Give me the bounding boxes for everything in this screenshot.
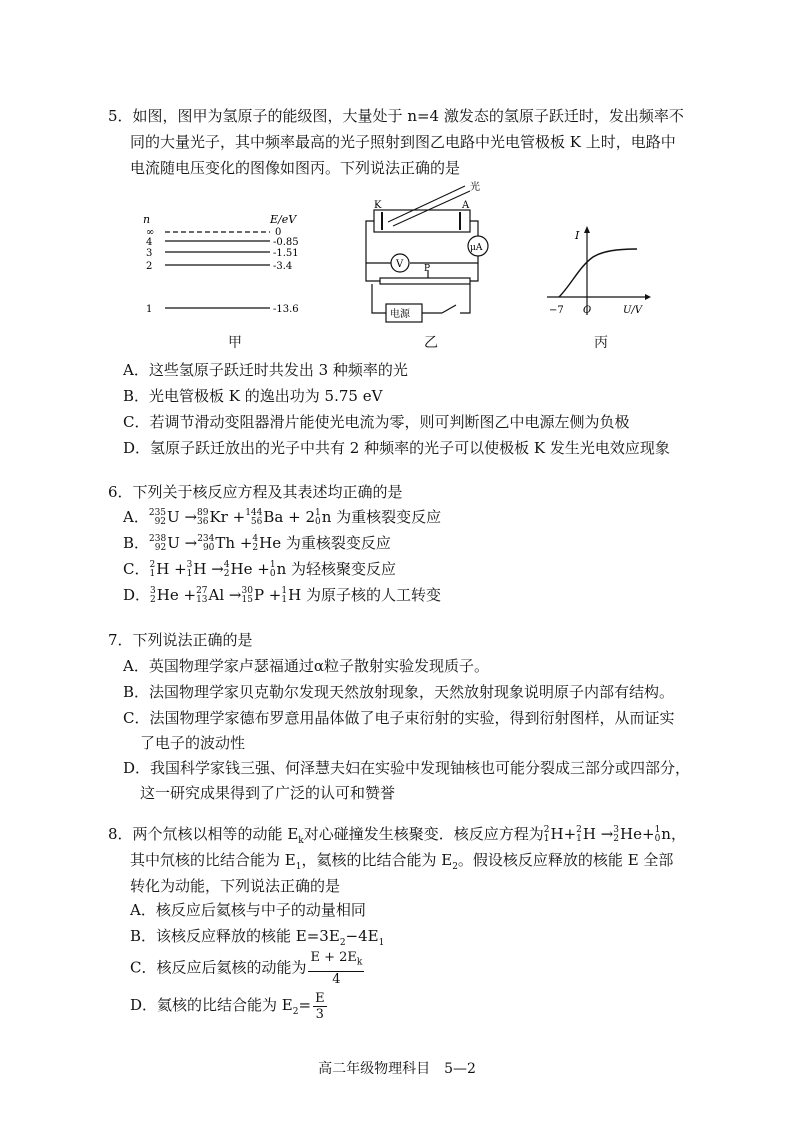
q8-stem-line2: 其中氘核的比结合能为 $E_1$，氦核的比结合能为 $E_2$。假设核反应释放的核能 E 全部 — [130, 851, 674, 872]
fig-b-p: P — [424, 264, 431, 274]
rheostat — [380, 278, 470, 284]
q7-option-d1: D．我国科学家钱三强、何泽慧夫妇在实验中发现铀核也可能分裂成三部分或四部分， — [123, 759, 691, 777]
q5-option-d: D．氢原子跃迁放出的光子中共有 2 种频率的光子可以使极板 K 发生光电效应现象 — [123, 439, 670, 457]
level-3-n: 3 — [146, 248, 153, 259]
q5-stem-line1: 5．如图，图甲为氢原子的能级图，大量处于 n=4 激发态的氢原子跃迁时，发出频率不 — [108, 107, 684, 125]
q5-option-c: C．若调节滑动变阻器滑片能使光电流为零，则可判断图乙中电源左侧为负极 — [123, 413, 630, 431]
q8-c-fraction: $\frac{E + 2E_k}{4}$ — [310, 950, 363, 987]
wire-right-top — [470, 221, 478, 236]
level-2-e: -3.4 — [273, 261, 293, 272]
q7-stem: 7．下列说法正确的是 — [108, 631, 253, 649]
fig-c-origin: O — [583, 305, 592, 316]
q6-stem: 6．下列关于核反应方程及其表述均正确的是 — [108, 483, 403, 501]
fig-c-u: U/V — [623, 305, 643, 316]
q6-option-a: A． 235 92 U → 89 36 Kr + 144 56 Ba + 2 1 0 n 为重核裂变反应 — [123, 508, 442, 527]
fig-b-a: A — [462, 200, 470, 211]
q6-option-b: B． 238 92 U → 234 90 Th + 4 2 He 为重核裂变反应 — [123, 534, 391, 553]
q8-option-b: B．该核反应释放的核能 $E=3E_2-4E_1$ — [130, 927, 385, 948]
light-ray-1 — [388, 186, 465, 222]
q8-option-c: C．核反应后氦核的动能为 $\frac{E + 2E_k}{4}$ — [130, 950, 363, 987]
i-axis-arrow — [584, 226, 590, 233]
level-4-n: 4 — [146, 237, 153, 248]
q8-stem-line3: 转化为动能，下列说法正确的是 — [130, 877, 341, 895]
q8-stem-line1: 8．两个氘核以相等的动能 $E_k$对心碰撞发生核聚变．核反应方程为 2 1 H+ 2 1 H → 3 2 He+ 1 0 n， — [108, 825, 686, 846]
page-footer: 高二年级物理科目 5—2 — [318, 1061, 476, 1077]
u-axis-arrow — [645, 294, 651, 300]
q8-option-d: D．氦核的比结合能为 $E_2=$ $\frac{E}{3}$ — [130, 990, 325, 1022]
fig-b-caption: 乙 — [424, 335, 438, 351]
level-1-e: -13.6 — [273, 304, 299, 315]
q5-stem-line3: 电流随电压变化的图像如图丙。下列说法正确的是 — [130, 159, 461, 177]
fig-a-e-label: E/eV — [270, 213, 297, 226]
fig-b-light: 光 — [470, 182, 480, 193]
level-1-n: 1 — [146, 304, 153, 315]
figure-iu-graph — [545, 225, 655, 320]
fig-a-caption: 甲 — [228, 335, 242, 351]
level-4-e: -0.85 — [273, 237, 299, 248]
q7-option-b: B．法国物理学家贝克勒尔发现天然放射现象，天然放射现象说明原子内部有结构。 — [123, 683, 675, 701]
fig-b-ammeter: μA — [470, 243, 483, 253]
q8-option-a: A．核反应后氦核与中子的动量相同 — [130, 901, 366, 919]
fig-b-voltmeter: V — [396, 259, 404, 270]
fig-c-i: I — [575, 229, 580, 242]
figure-energy-levels — [140, 205, 320, 335]
level-inf-n: ∞ — [146, 227, 155, 238]
q7-option-c1: C．法国物理学家德布罗意用晶体做了电子束衍射的实验，得到衍射图样，从而证实 — [123, 709, 675, 727]
wire-rheostat-right — [470, 263, 478, 281]
q7-option-a: A．英国物理学家卢瑟福通过α粒子散射实验发现质子。 — [123, 657, 489, 675]
switch-icon — [442, 305, 456, 313]
fig-b-source: 电源 — [390, 309, 410, 320]
q5-option-a: A．这些氢原子跃迁时共发出 3 种频率的光 — [123, 361, 408, 379]
q6-option-d: D． 3 2 He + 27 13 Al → 30 15 P + 1 1 H 为原子核的人工转变 — [123, 586, 441, 605]
level-3-e: -1.51 — [273, 248, 299, 259]
fig-c-neg: −7 — [549, 305, 564, 316]
q8-d-fraction: $\frac{E}{3}$ — [315, 990, 325, 1022]
level-inf-e: 0 — [275, 227, 282, 238]
figure-circuit — [360, 178, 495, 328]
q5-option-b: B．光电管极板 K 的逸出功为 5.75 eV — [123, 387, 383, 405]
level-2-n: 2 — [146, 261, 153, 272]
q6-option-c: C． 2 1 H + 3 1 H → 4 2 He + 1 0 n 为轻核聚变反应 — [123, 560, 397, 579]
q5-stem-line2: 同的大量光子，其中频率最高的光子照射到图乙电路中光电管极板 K 上时，电路中 — [130, 133, 676, 151]
light-ray-2 — [393, 191, 470, 226]
q7-option-d2: 这一研究成果得到了广泛的认可和赞誉 — [140, 784, 396, 802]
wire-rheostat-left — [366, 263, 380, 281]
fig-c-caption: 丙 — [594, 335, 608, 351]
fig-b-k: K — [374, 200, 382, 211]
q7-option-c2: 了电子的波动性 — [140, 734, 246, 752]
wire-right — [410, 256, 478, 263]
wire-source-left — [372, 284, 386, 313]
iu-curve — [559, 249, 637, 297]
fig-a-n-label: n — [143, 213, 151, 226]
wire-switch — [460, 284, 470, 313]
